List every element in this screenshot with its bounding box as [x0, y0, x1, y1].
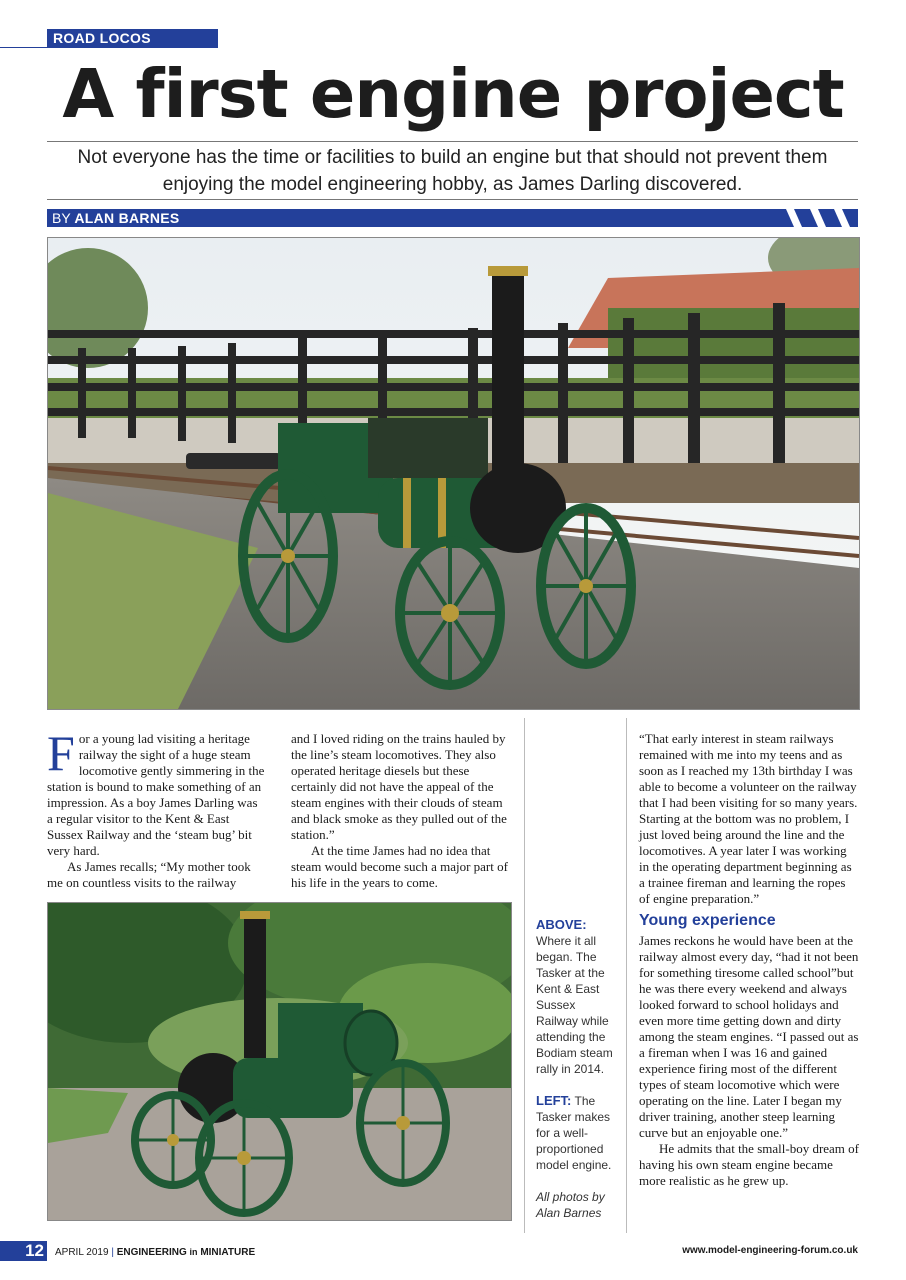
paragraph: and I loved riding on the trains hauled by the line’s steam locomotives. They also operated heritage diesels but these certainly did not have the appeal of the steam engines with their clouds of steam and black smoke as they pulled out of the station.” — [291, 731, 507, 842]
paragraph: James reckons he would have been at the railway almost every day, “had it not been for something tiresome called school”but he was there every weekend and always looked forward to school holidays and even more time getting down and dirty among the steam engines. “I passed out as a fireman when I was 16 and gained experience firing most of the different types of steam locomotive which were operating on the line. Later I began my driver training, another steep learning curve but an enjoyable one.” — [639, 933, 859, 1140]
paragraph: He admits that the small-boy dream of having his own steam engine became more realistic as he grew up. — [639, 1141, 860, 1188]
caption-column — [536, 917, 618, 1221]
traction-engine-in-garden-image — [48, 903, 511, 1220]
second-photo — [47, 902, 512, 1221]
section-tag: ROAD LOCOS — [47, 29, 218, 47]
standfirst-bottom-rule — [47, 199, 858, 200]
column-divider — [524, 718, 525, 1233]
page-number: 12 — [0, 1241, 47, 1261]
body-column-1 — [47, 725, 265, 891]
drop-cap: F — [47, 725, 75, 781]
paragraph: As James recalls; “My mother took me on countless visits to the railway — [47, 859, 251, 890]
byline-prefix: BY — [52, 210, 71, 226]
caption-left — [536, 1093, 618, 1173]
footer-website: www.model-engineering-forum.co.uk — [682, 1245, 858, 1256]
paragraph: At the time James had no idea that steam would become such a major part of his life in the years to come. — [291, 843, 508, 890]
standfirst: Not everyone has the time or facilities to build an engine but that should not prevent them enjoying the model engineering hobby, as James Darling discovered. — [77, 147, 828, 195]
byline-bar — [47, 209, 858, 227]
paragraph: or a young lad visiting a heritage railway the sight of a huge steam locomotive gently simmering in the station is bound to make something of an impression. As a boy James Darling was a regular visitor to the Kent & East Sussex Railway and the ‘steam bug’ bit very hard. — [47, 731, 265, 858]
standfirst-top-rule — [47, 141, 858, 142]
body-column-4 — [639, 731, 859, 1189]
subheading: Young experience — [639, 912, 776, 929]
column-divider — [626, 718, 627, 1233]
photo-credit: All photos by Alan Barnes — [536, 1190, 605, 1220]
slash-decoration-icon — [778, 209, 858, 227]
body-column-2 — [291, 731, 513, 891]
footer-issue: APRIL 2019 | ENGINEERING in MINIATURE — [55, 1247, 256, 1258]
caption-left-text: The Tasker makes for a well-proportioned model engine. — [536, 1094, 612, 1172]
headline: A first engine project — [62, 55, 844, 133]
byline-author: ALAN BARNES — [74, 210, 180, 226]
caption-above-label: ABOVE: — [536, 917, 587, 932]
caption-above-text: Where it all began. The Tasker at the Kent & East Sussex Railway while attending the Bodiam steam rally in 2014. — [536, 934, 613, 1076]
main-photo — [47, 237, 860, 710]
traction-engine-at-railway-image — [48, 238, 859, 709]
paragraph: “That early interest in steam railways remained with me into my teens and as soon as I reached my 13th birthday I was able to become a volunteer on the railway that I had been visiting for so many years. Starting at the bottom was no problem, I just loved being around the line and the locomotives. A year later I was working in the operating department beginning as a trainee fireman and learning the ropes of engine preparation.” — [639, 731, 858, 906]
section-tag-rule — [0, 47, 218, 48]
caption-left-label: LEFT: — [536, 1093, 572, 1108]
caption-above — [536, 917, 618, 1077]
